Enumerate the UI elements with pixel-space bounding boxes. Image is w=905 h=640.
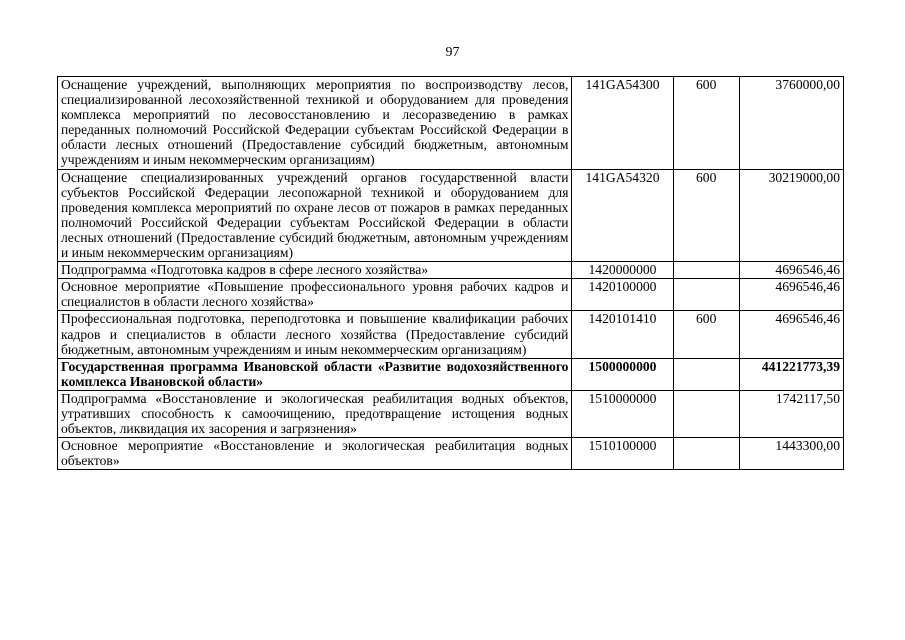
row-expense-type: 600 (673, 311, 739, 358)
row-name: Основное мероприятие «Восстановление и экологическая реабилитация водных объектов» (58, 438, 572, 470)
table-row (58, 279, 844, 311)
row-code: 141GA54320 (572, 169, 673, 262)
row-expense-type (673, 279, 739, 311)
row-amount: 441221773,39 (739, 358, 843, 390)
row-amount: 1443300,00 (739, 438, 843, 470)
row-code: 1420101410 (572, 311, 673, 358)
row-amount: 1742117,50 (739, 390, 843, 437)
row-name: Профессиональная подготовка, переподготовка и повышение квалификации рабочих кадров и специалистов в области лесного хозяйства (Предоставление субсидий бюджетным, автономным учреждениям и иным некоммерческим организациям) (58, 311, 572, 358)
row-expense-type (673, 438, 739, 470)
table-row-program (58, 358, 844, 390)
row-code: 1500000000 (572, 358, 673, 390)
row-name: Оснащение специализированных учреждений органов государственной власти субъектов Российской Федерации лесопожарной техникой и оборудованием для проведения комплекса мероприятий по охране лесов от пожаров в рамках переданных полномочий Российской Федерации субъектам Российской Федерации в области лесных отношений (Предоставление субсидий бюджетным, автономным учреждениям и иным некоммерческим организациям) (58, 169, 572, 262)
table-row (58, 390, 844, 437)
row-amount: 4696546,46 (739, 262, 843, 279)
row-name: Основное мероприятие «Повышение профессионального уровня рабочих кадров и специалистов в области лесного хозяйства» (58, 279, 572, 311)
row-name: Подпрограмма «Восстановление и экологическая реабилитация водных объектов, утративших способность к самоочищению, предотвращение истощения водных объектов, ликвидация их засорения и загрязнения» (58, 390, 572, 437)
row-name: Государственная программа Ивановской области «Развитие водохозяйственного комплекса Ивановской области» (58, 358, 572, 390)
budget-table (57, 76, 844, 470)
row-amount: 3760000,00 (739, 77, 843, 170)
row-expense-type (673, 358, 739, 390)
row-expense-type: 600 (673, 77, 739, 170)
row-code: 1510100000 (572, 438, 673, 470)
row-code: 1420000000 (572, 262, 673, 279)
row-amount: 4696546,46 (739, 279, 843, 311)
row-code: 1510000000 (572, 390, 673, 437)
table-row (58, 262, 844, 279)
table-row (58, 311, 844, 358)
table-row (58, 438, 844, 470)
table-row (58, 169, 844, 262)
row-code: 141GA54300 (572, 77, 673, 170)
row-amount: 30219000,00 (739, 169, 843, 262)
row-expense-type (673, 390, 739, 437)
table-row (58, 77, 844, 170)
row-name: Подпрограмма «Подготовка кадров в сфере лесного хозяйства» (58, 262, 572, 279)
row-expense-type: 600 (673, 169, 739, 262)
row-code: 1420100000 (572, 279, 673, 311)
row-expense-type (673, 262, 739, 279)
row-amount: 4696546,46 (739, 311, 843, 358)
page-number: 97 (445, 45, 460, 60)
row-name: Оснащение учреждений, выполняющих мероприятия по воспроизводству лесов, специализированной лесохозяйственной техникой и оборудованием для проведения комплекса мероприятий по лесовосстановлению и лесоразведению в рамках переданных полномочий Российской Федерации субъектам Российской Федерации в области лесных отношений (Предоставление субсидий бюджетным, автономным учреждениям и иным некоммерческим организациям) (58, 77, 572, 170)
